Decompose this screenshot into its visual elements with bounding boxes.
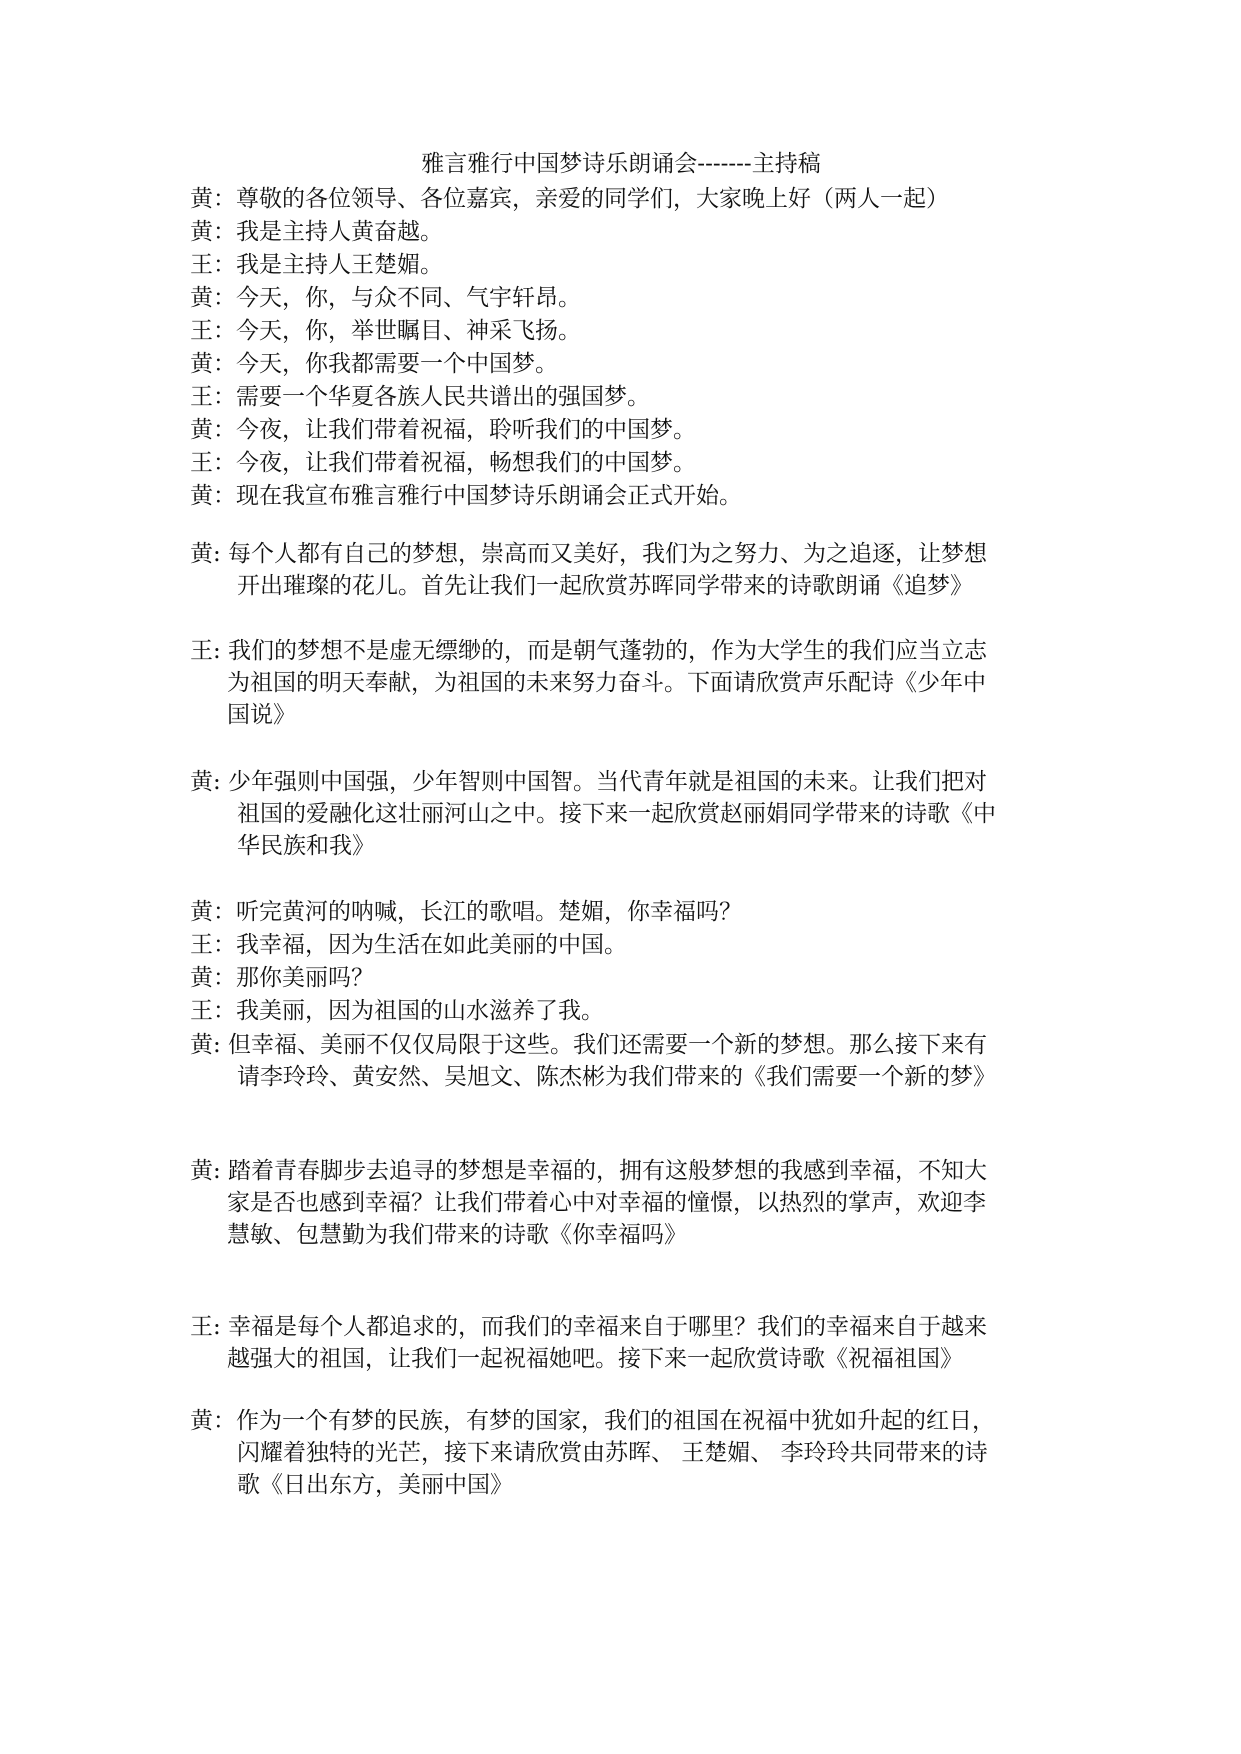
paragraph-first-line: 黄: 踏着青春脚步去追寻的梦想是幸福的，拥有这般梦想的我感到幸福，不知大 [190, 1158, 988, 1184]
paragraph-continuation: 慧敏、包慧勤为我们带来的诗歌《你幸福吗》 [227, 1222, 687, 1248]
host-paragraph [190, 1405, 1070, 1501]
paragraph-continuation: 为祖国的明天奉献，为祖国的未来努力奋斗。下面请欣赏声乐配诗《少年中 [227, 670, 986, 696]
dialogue-line: 黄：我是主持人黄奋越。 [190, 219, 443, 245]
host-paragraph [190, 1029, 1070, 1093]
dialogue-line: 黄：今夜，让我们带着祝福，聆听我们的中国梦。 [190, 417, 696, 443]
dialogue-line: 王：我幸福，因为生活在如此美丽的中国。 [190, 932, 627, 958]
dialogue-line: 黄：现在我宣布雅言雅行中国梦诗乐朗诵会正式开始。 [190, 483, 742, 509]
paragraph-first-line: 黄: 少年强则中国强，少年智则中国智。当代青年就是祖国的未来。让我们把对 [190, 769, 988, 795]
dialogue-line: 黄：今天，你我都需要一个中国梦。 [190, 351, 558, 377]
host-paragraph [190, 766, 1070, 862]
dialogue-line: 王：我是主持人王楚媚。 [190, 252, 443, 278]
paragraph-first-line: 王: 我们的梦想不是虚无缥缈的，而是朝气蓬勃的，作为大学生的我们应当立志 [190, 638, 988, 664]
paragraph-first-line: 王: 幸福是每个人都追求的，而我们的幸福来自于哪里？我们的幸福来自于越来 [190, 1314, 988, 1340]
dialogue-line: 王：需要一个华夏各族人民共谱出的强国梦。 [190, 384, 650, 410]
paragraph-continuation: 国说》 [227, 702, 296, 728]
dialogue-line: 黄：听完黄河的呐喊，长江的歌唱。楚媚，你幸福吗？ [190, 899, 742, 925]
paragraph-continuation: 家是否也感到幸福？让我们带着心中对幸福的憧憬，以热烈的掌声，欢迎李 [227, 1190, 986, 1216]
document-title: 雅言雅行中国梦诗乐朗诵会-------主持稿 [421, 151, 821, 177]
dialogue-line: 王：我美丽，因为祖国的山水滋养了我。 [190, 998, 604, 1024]
paragraph-continuation: 华民族和我》 [237, 833, 375, 859]
dialogue-line: 黄：那你美丽吗？ [190, 965, 374, 991]
dialogue-line: 王：今天，你，举世瞩目、神采飞扬。 [190, 318, 581, 344]
paragraph-continuation: 开出璀璨的花儿。首先让我们一起欣赏苏晖同学带来的诗歌朗诵《追梦》 [237, 573, 973, 599]
paragraph-continuation: 闪耀着独特的光芒，接下来请欣赏由苏晖、 王楚媚、 李玲玲共同带来的诗 [237, 1440, 988, 1466]
paragraph-continuation: 祖国的爱融化这壮丽河山之中。接下来一起欣赏赵丽娟同学带来的诗歌《中 [237, 801, 996, 827]
paragraph-continuation: 歌《日出东方，美丽中国》 [237, 1472, 513, 1498]
dialogue-line: 王：今夜，让我们带着祝福，畅想我们的中国梦。 [190, 450, 696, 476]
paragraph-continuation: 请李玲玲、黄安然、吴旭文、陈杰彬为我们带来的《我们需要一个新的梦》 [237, 1064, 996, 1090]
paragraph-first-line: 黄: 但幸福、美丽不仅仅局限于这些。我们还需要一个新的梦想。那么接下来有 [190, 1032, 988, 1058]
paragraph-first-line: 黄：作为一个有梦的民族，有梦的国家，我们的祖国在祝福中犹如升起的红日， [190, 1408, 995, 1434]
paragraph-first-line: 黄: 每个人都有自己的梦想，崇高而又美好，我们为之努力、为之追逐，让梦想 [190, 541, 988, 567]
dialogue-line: 黄：今天，你，与众不同、气宇轩昂。 [190, 285, 581, 311]
paragraph-continuation: 越强大的祖国，让我们一起祝福她吧。接下来一起欣赏诗歌《祝福祖国》 [227, 1346, 963, 1372]
dialogue-line: 黄：尊敬的各位领导、各位嘉宾，亲爱的同学们，大家晚上好（两人一起） [190, 186, 949, 212]
host-paragraph [190, 538, 1070, 602]
host-paragraph [190, 635, 1070, 731]
host-paragraph [190, 1155, 1070, 1251]
host-paragraph [190, 1311, 1070, 1375]
